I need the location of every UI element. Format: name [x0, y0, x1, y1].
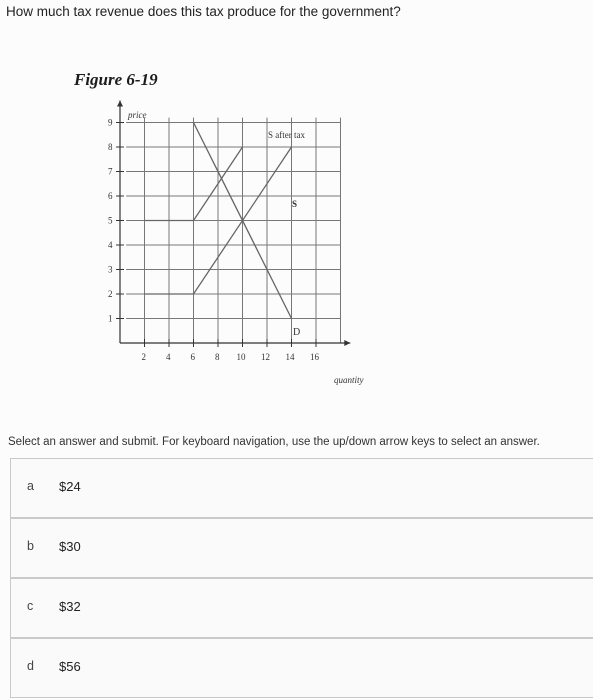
x-tick-label: 12 — [261, 352, 270, 362]
y-tick-label: 6 — [108, 191, 113, 201]
option-value: $30 — [59, 539, 81, 554]
answer-option-a[interactable] — [10, 458, 593, 518]
figure — [0, 60, 593, 400]
option-letter: a — [27, 479, 34, 493]
y-tick-label: 3 — [108, 264, 113, 275]
figure-title: Figure 6-19 — [74, 70, 158, 89]
d-curve-label: D — [293, 327, 301, 338]
y-tick-label: 1 — [108, 313, 113, 324]
y-tick-label: 8 — [108, 142, 113, 152]
x-axis-label: quantity — [334, 375, 364, 385]
y-tick-label: 5 — [108, 215, 113, 226]
question-text: How much tax revenue does this tax produce for the government? — [6, 4, 401, 19]
option-letter: c — [27, 599, 34, 613]
y-tick-label: 7 — [108, 166, 113, 177]
s-curve-label: S — [292, 199, 298, 209]
answer-option-c[interactable] — [10, 578, 593, 638]
instructions-text: Select an answer and submit. For keyboard navigation, use the up/down arrow keys to select an answer. — [8, 436, 540, 448]
option-value: $24 — [59, 479, 81, 494]
supply-demand-chart — [0, 60, 593, 400]
answer-option-d[interactable] — [10, 638, 593, 698]
y-axis-label: price — [128, 110, 147, 120]
y-tick-label: 4 — [108, 240, 113, 250]
y-tick-label: 2 — [108, 289, 113, 299]
y-axis-arrow — [117, 100, 123, 106]
x-tick-label: 8 — [215, 352, 220, 362]
option-letter: b — [27, 539, 34, 553]
s-after-tax-label: S after tax — [268, 130, 305, 140]
chart-grid — [126, 118, 340, 343]
x-tick-label: 10 — [236, 352, 246, 362]
x-tick-label: 16 — [310, 352, 319, 362]
answer-option-b[interactable] — [10, 518, 593, 578]
chart-labels — [127, 110, 364, 385]
y-tick-label: 9 — [108, 117, 113, 128]
x-axis-arrow — [344, 340, 350, 346]
option-value: $56 — [59, 659, 81, 674]
x-tick-label: 4 — [166, 352, 171, 362]
x-tick-label: 14 — [285, 352, 295, 362]
option-letter: d — [27, 659, 34, 673]
x-tick-label: 2 — [141, 352, 146, 362]
x-tick-label: 6 — [190, 352, 195, 362]
option-value: $32 — [59, 599, 81, 614]
